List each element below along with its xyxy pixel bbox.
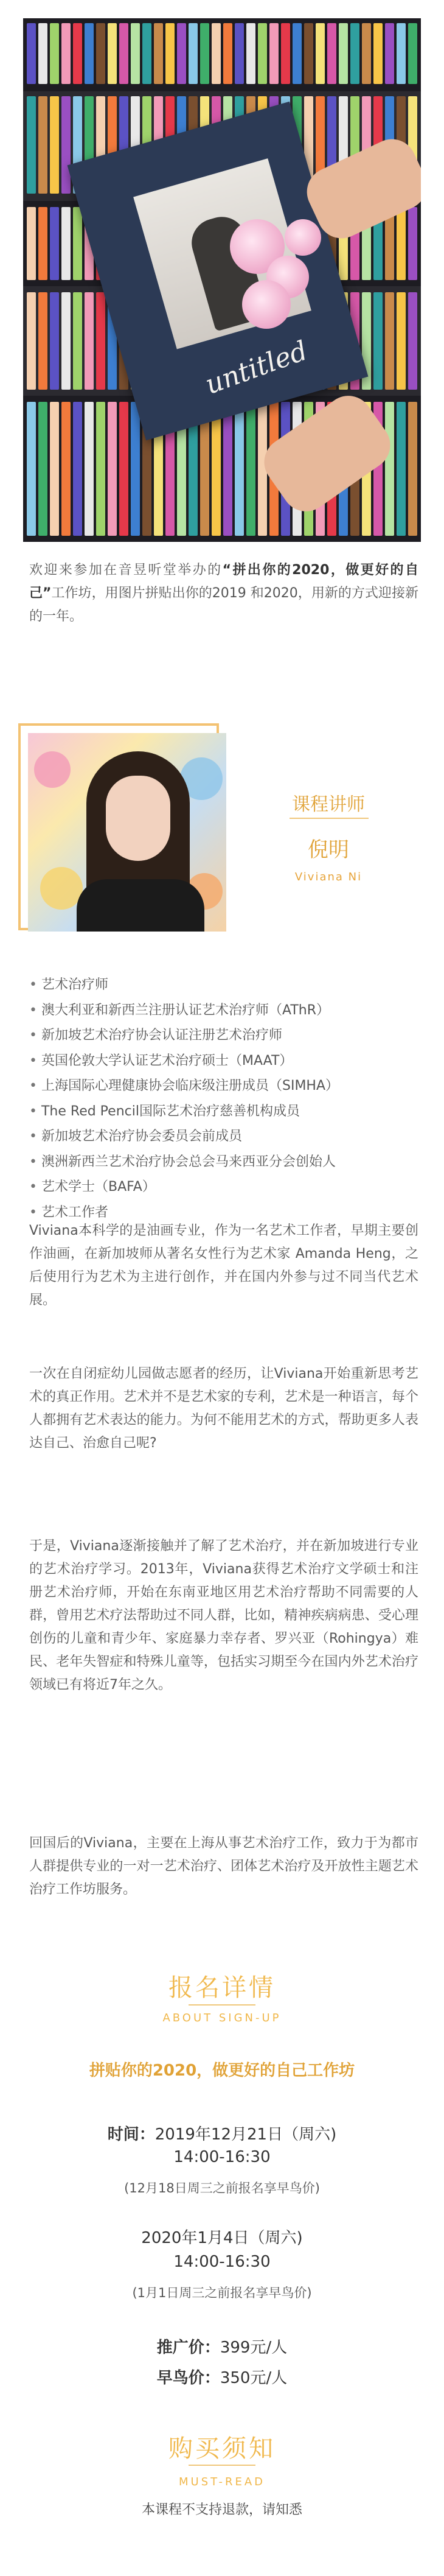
signup-divider: [189, 2004, 255, 2006]
signup-subtitle: ABOUT SIGN-UP: [162, 2012, 282, 2024]
list-item: • 艺术治疗师: [29, 972, 418, 998]
instructor-name-en: Viviana Ni: [294, 871, 362, 883]
session1-date: 2019年12月21日（周六): [154, 2125, 337, 2144]
promo-price-value: 399元/人: [220, 2339, 288, 2357]
list-item: • 英国伦敦大学认证艺术治疗硕士（MAAT）: [29, 1048, 418, 1074]
purchase-subtitle: MUST-READ: [178, 2476, 266, 2488]
list-item: • 上海国际心理健康协会临床级注册成员（SIMHA）: [29, 1073, 418, 1099]
signup-title: 报名详情: [168, 1974, 276, 2002]
instructor-role: 课程讲师: [292, 794, 365, 815]
early-price-value: 350元/人: [220, 2369, 288, 2387]
event-name: 拼贴你的2020，做更好的自己工作坊: [89, 2062, 355, 2080]
time-label: 时间：: [107, 2125, 155, 2144]
session1-time: 14:00-16:30: [173, 2148, 271, 2166]
bio-paragraph: 于是，Viviana逐渐接触并了解了艺术治疗，并在新加坡进行专业的艺术治疗学习。2013年，Viviana获得艺术治疗文学硕士和注册艺术治疗师，开始在东南亚地区用艺术治疗帮助不同需要的人群，曾用艺术疗法帮助过不同人群，比如，精神疾病病患、受心理创伤的儿童和青少年、家庭暴力幸存者、罗兴亚（Rohingya）难民、老年失智症和特殊儿童等，包括实习期至今在国内外艺术治疗领域已有将近7年之久。: [29, 1539, 418, 1693]
hero-pastels-photo: [23, 18, 421, 542]
early-price-line: [0, 2365, 444, 2388]
purchase-divider: [189, 2465, 255, 2466]
bio-paragraph: Viviana本科学的是油画专业，作为一名艺术工作者，早期主要创作油画，在新加坡师从著名女性行为艺术家 Amanda Heng，之后使用行为艺术为主进行创作，并在国内外参与过不同当代艺术展。: [29, 1223, 418, 1308]
purchase-note: 本课程不支持退款，请知悉: [141, 2502, 302, 2518]
intro-prefix: 欢迎来参加在音昱听堂举办的: [29, 563, 223, 578]
list-item: • The Red Pencil国际艺术治疗慈善机构成员: [29, 1099, 418, 1125]
instructor-divider: [290, 818, 369, 819]
collage-scribble-text: untitled: [201, 335, 312, 401]
intro-paragraph: [29, 559, 418, 628]
session1-note: (12月18日周三之前报名享早鸟价): [124, 2181, 320, 2195]
intro-highlight: “拼出你的2020，做更好的自己”: [29, 563, 418, 601]
purchase-title: 购买须知: [168, 2435, 276, 2463]
promo-price-line: [0, 2335, 444, 2357]
session2-date: 2020年1月4日（周六): [141, 2229, 303, 2247]
list-item: • 澳洲新西兰艺术治疗协会总会马来西亚分会创始人: [29, 1149, 418, 1175]
session1-date-line: [0, 2122, 444, 2144]
list-item: • 新加坡艺术治疗协会认证注册艺术治疗师: [29, 1023, 418, 1048]
list-item: • 艺术工作者: [29, 1200, 418, 1226]
bio-paragraph: 回国后的Viviana，主要在上海从事艺术治疗工作，致力于为都市人群提供专业的一对一艺术治疗、团体艺术治疗及开放性主题艺术治疗工作坊服务。: [29, 1836, 418, 1897]
bio-paragraph: 一次在自闭症幼儿园做志愿者的经历，让Viviana开始重新思考艺术的真正作用。艺术并不是艺术家的专利，艺术是一种语言，每个人都拥有艺术表达的能力。为何不能用艺术的方式，帮助更多人表达自己、治愈自己呢?: [29, 1366, 418, 1451]
list-item: • 新加坡艺术治疗协会委员会前成员: [29, 1124, 418, 1149]
session2-note: (1月1日周三之前报名享早鸟价): [132, 2286, 312, 2300]
list-item: • 澳大利亚和新西兰注册认证艺术治疗师（AThR）: [29, 998, 418, 1023]
instructor-name: 倪明: [308, 838, 349, 862]
session2-time: 14:00-16:30: [173, 2253, 271, 2271]
intro-suffix: 工作坊，用图片拼贴出你的2019 和2020，用新的方式迎接新的一年。: [29, 586, 418, 624]
early-price-label: 早鸟价：: [156, 2369, 220, 2387]
list-item: • 艺术学士（BAFA）: [29, 1174, 418, 1200]
credential-list: [29, 972, 418, 1225]
promo-price-label: 推广价：: [156, 2339, 220, 2357]
instructor-photo: [28, 733, 226, 932]
